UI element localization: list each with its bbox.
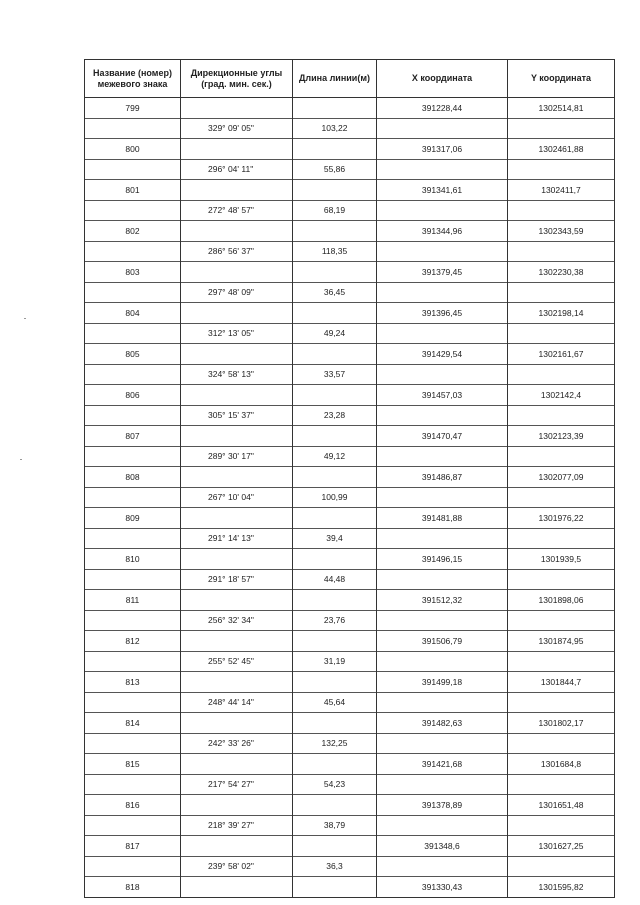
y-coordinate-cell: 1301684,8 xyxy=(508,754,615,775)
empty-cell xyxy=(377,118,508,139)
x-coordinate-cell: 391499,18 xyxy=(377,672,508,693)
table-row xyxy=(85,508,615,529)
x-coordinate-cell: 391470,47 xyxy=(377,426,508,447)
coordinates-table xyxy=(84,59,615,898)
empty-cell xyxy=(508,528,615,549)
empty-cell xyxy=(508,692,615,713)
point-name-cell: 810 xyxy=(85,549,181,570)
scan-speck xyxy=(20,459,22,460)
y-coordinate-cell: 1301844,7 xyxy=(508,672,615,693)
empty-cell xyxy=(293,221,377,242)
point-name-cell: 800 xyxy=(85,139,181,160)
angle-cell: 289° 30' 17" xyxy=(181,446,293,467)
empty-cell xyxy=(293,590,377,611)
empty-cell xyxy=(377,241,508,262)
header-length: Длина линии(м) xyxy=(293,60,377,98)
point-name-cell: 813 xyxy=(85,672,181,693)
x-coordinate-cell: 391429,54 xyxy=(377,344,508,365)
empty-cell xyxy=(293,836,377,857)
empty-cell xyxy=(85,282,181,303)
empty-cell xyxy=(508,856,615,877)
angle-cell: 324° 58' 13" xyxy=(181,364,293,385)
angle-cell: 218° 39' 27" xyxy=(181,815,293,836)
length-cell: 132,25 xyxy=(293,733,377,754)
empty-cell xyxy=(181,508,293,529)
table-row xyxy=(85,282,615,303)
x-coordinate-cell: 391330,43 xyxy=(377,877,508,898)
length-cell: 103,22 xyxy=(293,118,377,139)
y-coordinate-cell: 1301898,06 xyxy=(508,590,615,611)
empty-cell xyxy=(181,754,293,775)
empty-cell xyxy=(181,385,293,406)
table-body xyxy=(85,98,615,898)
point-name-cell: 804 xyxy=(85,303,181,324)
empty-cell xyxy=(181,672,293,693)
empty-cell xyxy=(85,364,181,385)
table-row xyxy=(85,856,615,877)
empty-cell xyxy=(293,303,377,324)
x-coordinate-cell: 391317,06 xyxy=(377,139,508,160)
empty-cell xyxy=(293,631,377,652)
length-cell: 33,57 xyxy=(293,364,377,385)
y-coordinate-cell: 1301651,48 xyxy=(508,795,615,816)
scan-speck xyxy=(24,318,26,319)
empty-cell xyxy=(181,139,293,160)
empty-cell xyxy=(85,774,181,795)
empty-cell xyxy=(293,139,377,160)
table-row xyxy=(85,241,615,262)
x-coordinate-cell: 391396,45 xyxy=(377,303,508,324)
point-name-cell: 809 xyxy=(85,508,181,529)
empty-cell xyxy=(181,590,293,611)
angle-cell: 329° 09' 05" xyxy=(181,118,293,139)
table-row xyxy=(85,487,615,508)
point-name-cell: 811 xyxy=(85,590,181,611)
table-row xyxy=(85,569,615,590)
length-cell: 118,35 xyxy=(293,241,377,262)
y-coordinate-cell: 1302343,59 xyxy=(508,221,615,242)
x-coordinate-cell: 391348,6 xyxy=(377,836,508,857)
point-name-cell: 805 xyxy=(85,344,181,365)
angle-cell: 296° 04' 11" xyxy=(181,159,293,180)
length-cell: 38,79 xyxy=(293,815,377,836)
point-name-cell: 799 xyxy=(85,98,181,119)
table-row xyxy=(85,815,615,836)
table-row xyxy=(85,200,615,221)
point-name-cell: 807 xyxy=(85,426,181,447)
empty-cell xyxy=(85,856,181,877)
empty-cell xyxy=(85,405,181,426)
point-name-cell: 818 xyxy=(85,877,181,898)
empty-cell xyxy=(508,733,615,754)
angle-cell: 239° 58' 02" xyxy=(181,856,293,877)
table-row xyxy=(85,139,615,160)
point-name-cell: 815 xyxy=(85,754,181,775)
empty-cell xyxy=(181,344,293,365)
table-row xyxy=(85,836,615,857)
y-coordinate-cell: 1302461,88 xyxy=(508,139,615,160)
header-y: Y координата xyxy=(508,60,615,98)
angle-cell: 272° 48' 57" xyxy=(181,200,293,221)
empty-cell xyxy=(181,549,293,570)
point-name-cell: 803 xyxy=(85,262,181,283)
x-coordinate-cell: 391506,79 xyxy=(377,631,508,652)
empty-cell xyxy=(85,733,181,754)
angle-cell: 256° 32' 34" xyxy=(181,610,293,631)
empty-cell xyxy=(293,508,377,529)
table-row xyxy=(85,180,615,201)
empty-cell xyxy=(508,610,615,631)
table-row xyxy=(85,303,615,324)
empty-cell xyxy=(293,754,377,775)
x-coordinate-cell: 391496,15 xyxy=(377,549,508,570)
length-cell: 23,76 xyxy=(293,610,377,631)
empty-cell xyxy=(181,180,293,201)
length-cell: 23,28 xyxy=(293,405,377,426)
empty-cell xyxy=(377,159,508,180)
empty-cell xyxy=(85,610,181,631)
table-row xyxy=(85,528,615,549)
point-name-cell: 808 xyxy=(85,467,181,488)
table-row xyxy=(85,774,615,795)
empty-cell xyxy=(508,118,615,139)
table-row xyxy=(85,692,615,713)
angle-cell: 305° 15' 37" xyxy=(181,405,293,426)
angle-cell: 297° 48' 09" xyxy=(181,282,293,303)
empty-cell xyxy=(293,467,377,488)
y-coordinate-cell: 1301627,25 xyxy=(508,836,615,857)
empty-cell xyxy=(377,569,508,590)
empty-cell xyxy=(293,713,377,734)
table-row xyxy=(85,754,615,775)
table-row xyxy=(85,733,615,754)
table-row xyxy=(85,877,615,898)
empty-cell xyxy=(508,200,615,221)
empty-cell xyxy=(377,815,508,836)
y-coordinate-cell: 1301802,17 xyxy=(508,713,615,734)
header-name: Название (номер) межевого знака xyxy=(85,60,181,98)
empty-cell xyxy=(293,426,377,447)
angle-cell: 255° 52' 45" xyxy=(181,651,293,672)
empty-cell xyxy=(377,692,508,713)
table-header-row xyxy=(85,60,615,98)
y-coordinate-cell: 1302514,81 xyxy=(508,98,615,119)
point-name-cell: 817 xyxy=(85,836,181,857)
empty-cell xyxy=(377,856,508,877)
y-coordinate-cell: 1302142,4 xyxy=(508,385,615,406)
length-cell: 31,19 xyxy=(293,651,377,672)
table-row xyxy=(85,159,615,180)
empty-cell xyxy=(181,877,293,898)
table-row xyxy=(85,344,615,365)
empty-cell xyxy=(85,692,181,713)
empty-cell xyxy=(85,528,181,549)
x-coordinate-cell: 391421,68 xyxy=(377,754,508,775)
angle-cell: 267° 10' 04" xyxy=(181,487,293,508)
empty-cell xyxy=(293,180,377,201)
table-row xyxy=(85,385,615,406)
table-row xyxy=(85,549,615,570)
header-x: X координата xyxy=(377,60,508,98)
table-row xyxy=(85,118,615,139)
empty-cell xyxy=(85,118,181,139)
y-coordinate-cell: 1302198,14 xyxy=(508,303,615,324)
empty-cell xyxy=(377,651,508,672)
table-row xyxy=(85,323,615,344)
empty-cell xyxy=(293,98,377,119)
length-cell: 49,24 xyxy=(293,323,377,344)
empty-cell xyxy=(181,836,293,857)
x-coordinate-cell: 391379,45 xyxy=(377,262,508,283)
x-coordinate-cell: 391486,87 xyxy=(377,467,508,488)
table-row xyxy=(85,795,615,816)
empty-cell xyxy=(85,200,181,221)
table-row xyxy=(85,610,615,631)
empty-cell xyxy=(508,282,615,303)
empty-cell xyxy=(377,200,508,221)
empty-cell xyxy=(377,774,508,795)
table-row xyxy=(85,651,615,672)
y-coordinate-cell: 1302077,09 xyxy=(508,467,615,488)
empty-cell xyxy=(85,651,181,672)
empty-cell xyxy=(508,241,615,262)
empty-cell xyxy=(377,610,508,631)
table-row xyxy=(85,590,615,611)
empty-cell xyxy=(293,262,377,283)
angle-cell: 312° 13' 05" xyxy=(181,323,293,344)
x-coordinate-cell: 391481,88 xyxy=(377,508,508,529)
empty-cell xyxy=(85,241,181,262)
empty-cell xyxy=(377,487,508,508)
table-row xyxy=(85,364,615,385)
empty-cell xyxy=(85,323,181,344)
length-cell: 49,12 xyxy=(293,446,377,467)
empty-cell xyxy=(293,385,377,406)
angle-cell: 248° 44' 14" xyxy=(181,692,293,713)
empty-cell xyxy=(181,795,293,816)
x-coordinate-cell: 391512,32 xyxy=(377,590,508,611)
empty-cell xyxy=(85,815,181,836)
empty-cell xyxy=(508,774,615,795)
empty-cell xyxy=(85,159,181,180)
header-angle: Дирекционные углы (град. мин. сек.) xyxy=(181,60,293,98)
y-coordinate-cell: 1301939,5 xyxy=(508,549,615,570)
empty-cell xyxy=(377,446,508,467)
angle-cell: 242° 33' 26" xyxy=(181,733,293,754)
point-name-cell: 816 xyxy=(85,795,181,816)
empty-cell xyxy=(181,221,293,242)
empty-cell xyxy=(508,651,615,672)
x-coordinate-cell: 391228,44 xyxy=(377,98,508,119)
point-name-cell: 814 xyxy=(85,713,181,734)
table-row xyxy=(85,405,615,426)
x-coordinate-cell: 391344,96 xyxy=(377,221,508,242)
empty-cell xyxy=(293,549,377,570)
x-coordinate-cell: 391482,63 xyxy=(377,713,508,734)
length-cell: 54,23 xyxy=(293,774,377,795)
length-cell: 36,45 xyxy=(293,282,377,303)
table-row xyxy=(85,426,615,447)
empty-cell xyxy=(508,569,615,590)
angle-cell: 291° 14' 13" xyxy=(181,528,293,549)
table-row xyxy=(85,221,615,242)
point-name-cell: 801 xyxy=(85,180,181,201)
empty-cell xyxy=(181,631,293,652)
empty-cell xyxy=(293,344,377,365)
x-coordinate-cell: 391378,89 xyxy=(377,795,508,816)
empty-cell xyxy=(181,467,293,488)
empty-cell xyxy=(377,282,508,303)
empty-cell xyxy=(181,262,293,283)
empty-cell xyxy=(293,877,377,898)
y-coordinate-cell: 1301874,95 xyxy=(508,631,615,652)
empty-cell xyxy=(508,364,615,385)
y-coordinate-cell: 1302123,39 xyxy=(508,426,615,447)
x-coordinate-cell: 391457,03 xyxy=(377,385,508,406)
y-coordinate-cell: 1301595,82 xyxy=(508,877,615,898)
angle-cell: 286° 56' 37" xyxy=(181,241,293,262)
empty-cell xyxy=(181,713,293,734)
empty-cell xyxy=(293,795,377,816)
y-coordinate-cell: 1301976,22 xyxy=(508,508,615,529)
length-cell: 44,48 xyxy=(293,569,377,590)
length-cell: 100,99 xyxy=(293,487,377,508)
y-coordinate-cell: 1302230,38 xyxy=(508,262,615,283)
table-row xyxy=(85,98,615,119)
empty-cell xyxy=(85,487,181,508)
empty-cell xyxy=(508,159,615,180)
empty-cell xyxy=(377,405,508,426)
empty-cell xyxy=(508,405,615,426)
empty-cell xyxy=(508,815,615,836)
length-cell: 39,4 xyxy=(293,528,377,549)
empty-cell xyxy=(508,487,615,508)
empty-cell xyxy=(293,672,377,693)
angle-cell: 217° 54' 27" xyxy=(181,774,293,795)
empty-cell xyxy=(508,446,615,467)
table-row xyxy=(85,713,615,734)
empty-cell xyxy=(181,98,293,119)
empty-cell xyxy=(85,569,181,590)
empty-cell xyxy=(377,528,508,549)
length-cell: 68,19 xyxy=(293,200,377,221)
empty-cell xyxy=(377,323,508,344)
length-cell: 55,86 xyxy=(293,159,377,180)
point-name-cell: 806 xyxy=(85,385,181,406)
empty-cell xyxy=(181,303,293,324)
y-coordinate-cell: 1302411,7 xyxy=(508,180,615,201)
point-name-cell: 802 xyxy=(85,221,181,242)
angle-cell: 291° 18' 57" xyxy=(181,569,293,590)
y-coordinate-cell: 1302161,67 xyxy=(508,344,615,365)
empty-cell xyxy=(377,733,508,754)
empty-cell xyxy=(181,426,293,447)
table-row xyxy=(85,672,615,693)
length-cell: 45,64 xyxy=(293,692,377,713)
table-row xyxy=(85,262,615,283)
empty-cell xyxy=(377,364,508,385)
table-row xyxy=(85,467,615,488)
empty-cell xyxy=(85,446,181,467)
table-row xyxy=(85,446,615,467)
point-name-cell: 812 xyxy=(85,631,181,652)
length-cell: 36,3 xyxy=(293,856,377,877)
empty-cell xyxy=(508,323,615,344)
x-coordinate-cell: 391341,61 xyxy=(377,180,508,201)
table-row xyxy=(85,631,615,652)
